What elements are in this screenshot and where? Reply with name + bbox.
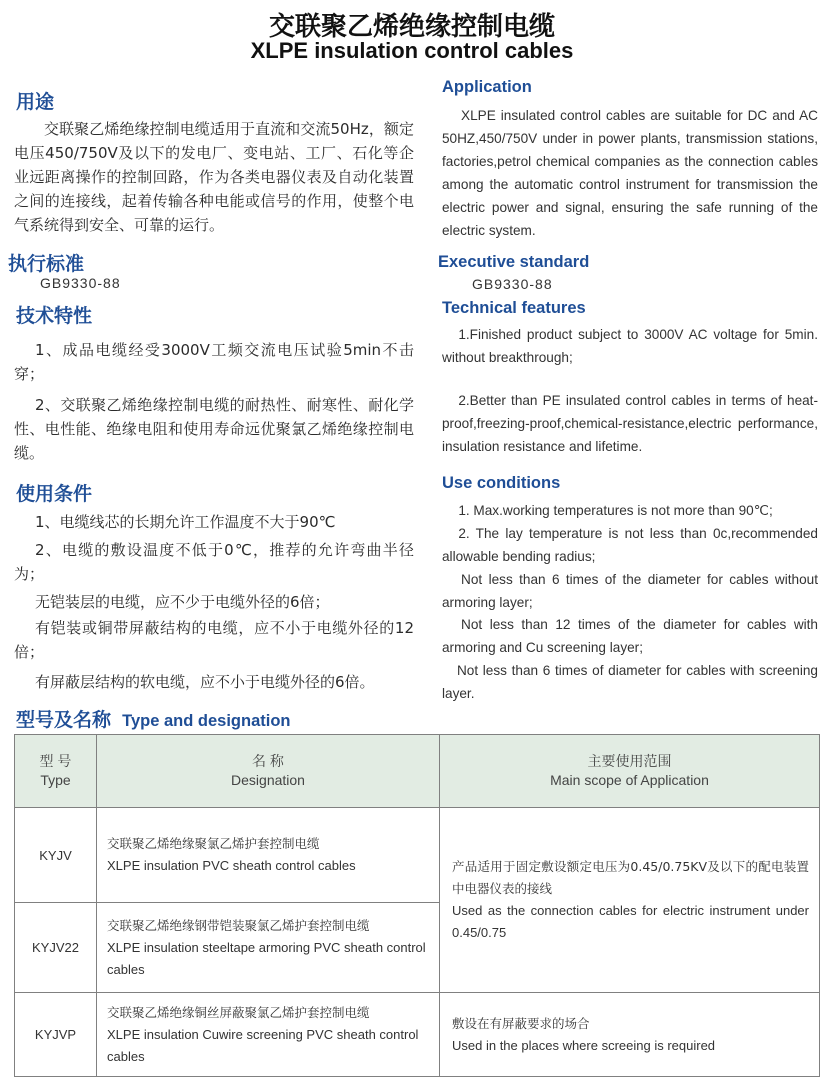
table-header-row [15,735,820,808]
condition-item: 有铠装或铜带屏蔽结构的电缆，应不小于电缆外径的12倍； [14,619,414,661]
feature-item: 2、交联聚乙烯绝缘控制电缆的耐热性、耐寒性、耐化学性、电性能、绝缘电阻和使用寿命远优聚氯乙烯绝缘控制电缆。 [14,396,414,462]
scope-cell [440,808,820,993]
header-designation-cn: 名 称 [252,753,284,769]
scope-cn: 敷设在有屏蔽要求的场合 [452,1015,590,1031]
standard-heading-cn: 执行标准 [8,253,85,275]
condition-item-en: Not less than 6 times of diameter for cables with screening layer. [442,663,818,701]
header-type-en: Type [40,772,71,788]
condition-item-en: 1. Max.working temperatures is not more than 90℃; [458,503,773,518]
designation-cell [97,808,440,903]
standard-value-en: GB9330-88 [472,276,553,292]
features-heading-en: Technical features [442,299,586,317]
standard-heading-en: Executive standard [438,253,590,271]
header-scope-en: Main scope of Application [550,772,709,788]
designation-en: XLPE insulation Cuwire screening PVC sheath control cables [107,1026,419,1064]
condition-item: 无铠装层的电缆，应不少于电缆外径的6倍； [35,593,330,611]
type-designation-table [14,734,820,1077]
conditions-heading-cn: 使用条件 [16,483,93,505]
type-code: KYJV22 [15,903,97,993]
designation-en: XLPE insulation steeltape armoring PVC sheath control cables [107,939,426,977]
header-designation [97,735,440,808]
conditions-heading-en: Use conditions [442,474,561,492]
scope-cell [440,993,820,1077]
designation-cn: 交联聚乙烯绝缘钢带铠装聚氯乙烯护套控制电缆 [107,917,370,933]
usage-heading: 用途 [16,91,55,113]
scope-cn: 产品适用于固定敷设额定电压为0.45/0.75KV及以下的配电装置中电器仪表的接线 [452,859,809,896]
designation-cell [97,993,440,1077]
feature-item-en: 2.Better than PE insulated control cables in terms of heat-proof,freezing-proof,chemical-resistance,electric performance, insulation resistance and lifetime. [442,393,818,454]
page-title-cn: 交联聚乙烯绝缘控制电缆 [268,12,555,42]
condition-item-en: Not less than 6 times of the diameter for cables without armoring layer; [442,572,818,610]
condition-item: 2、电缆的敷设温度不低于0℃，推荐的允许弯曲半径为； [14,541,414,583]
table-row [15,808,820,903]
designation-cn: 交联聚乙烯绝缘聚氯乙烯护套控制电缆 [107,836,320,851]
standard-value-cn: GB9330-88 [40,275,121,291]
header-type-cn: 型 号 [39,753,72,769]
header-scope [440,735,820,808]
feature-item-en: 1.Finished product subject to 3000V AC voltage for 5min. without breakthrough; [442,327,818,365]
condition-item-en: Not less than 12 times of the diameter for cables with armoring and Cu screening layer; [442,617,818,655]
type-code: KYJVP [15,993,97,1077]
condition-item: 有屏蔽层结构的软电缆，应不小于电缆外径的6倍。 [35,673,375,691]
type-section-heading [16,705,291,732]
header-type [15,735,97,808]
designation-cell [97,903,440,993]
type-heading-cn: 型号及名称 [16,709,112,731]
designation-en: XLPE insulation PVC sheath control cables [107,858,356,873]
type-code: KYJV [15,808,97,903]
condition-item: 1、电缆线芯的长期允许工作温度不大于90℃ [35,513,336,531]
features-heading-cn: 技术特性 [16,305,93,327]
header-designation-en: Designation [231,772,305,788]
usage-text: 交联聚乙烯绝缘控制电缆适用于直流和交流50Hz，额定电压450/750V及以下的发电厂、变电站、工厂、石化等企业远距离操作的控制回路，作为各类电器仪表及自动化装置之间的连接线，起着传输各种电能或信号的作用，使整个电气系统得到安全、可靠的运行。 [14,120,414,234]
designation-cn: 交联聚乙烯绝缘铜丝屏蔽聚氯乙烯护套控制电缆 [107,1004,370,1020]
condition-item-en: 2. The lay temperature is not less than 0c,recommended allowable bending radius; [442,526,818,564]
page-title-en: XLPE insulation control cables [250,38,574,63]
application-heading: Application [442,78,532,96]
feature-item: 1、成品电缆经受3000V工频交流电压试验5min不击穿； [14,341,414,383]
type-heading-en: Type and designation [122,712,291,730]
scope-en: Used in the places where screeing is required [452,1037,716,1053]
header-scope-cn: 主要使用范围 [587,753,672,769]
table-row [15,993,820,1077]
application-text: XLPE insulated control cables are suitable for DC and AC 50HZ,450/750V under in power plants, transmission stations, factories,petrol chemical companies as the connection cables among the automatic control instrument for transmission the electric power and signal, ensuring the safe running of the electric system. [442,108,818,238]
scope-en: Used as the connection cables for electric instrument under 0.45/0.75 [452,903,809,940]
